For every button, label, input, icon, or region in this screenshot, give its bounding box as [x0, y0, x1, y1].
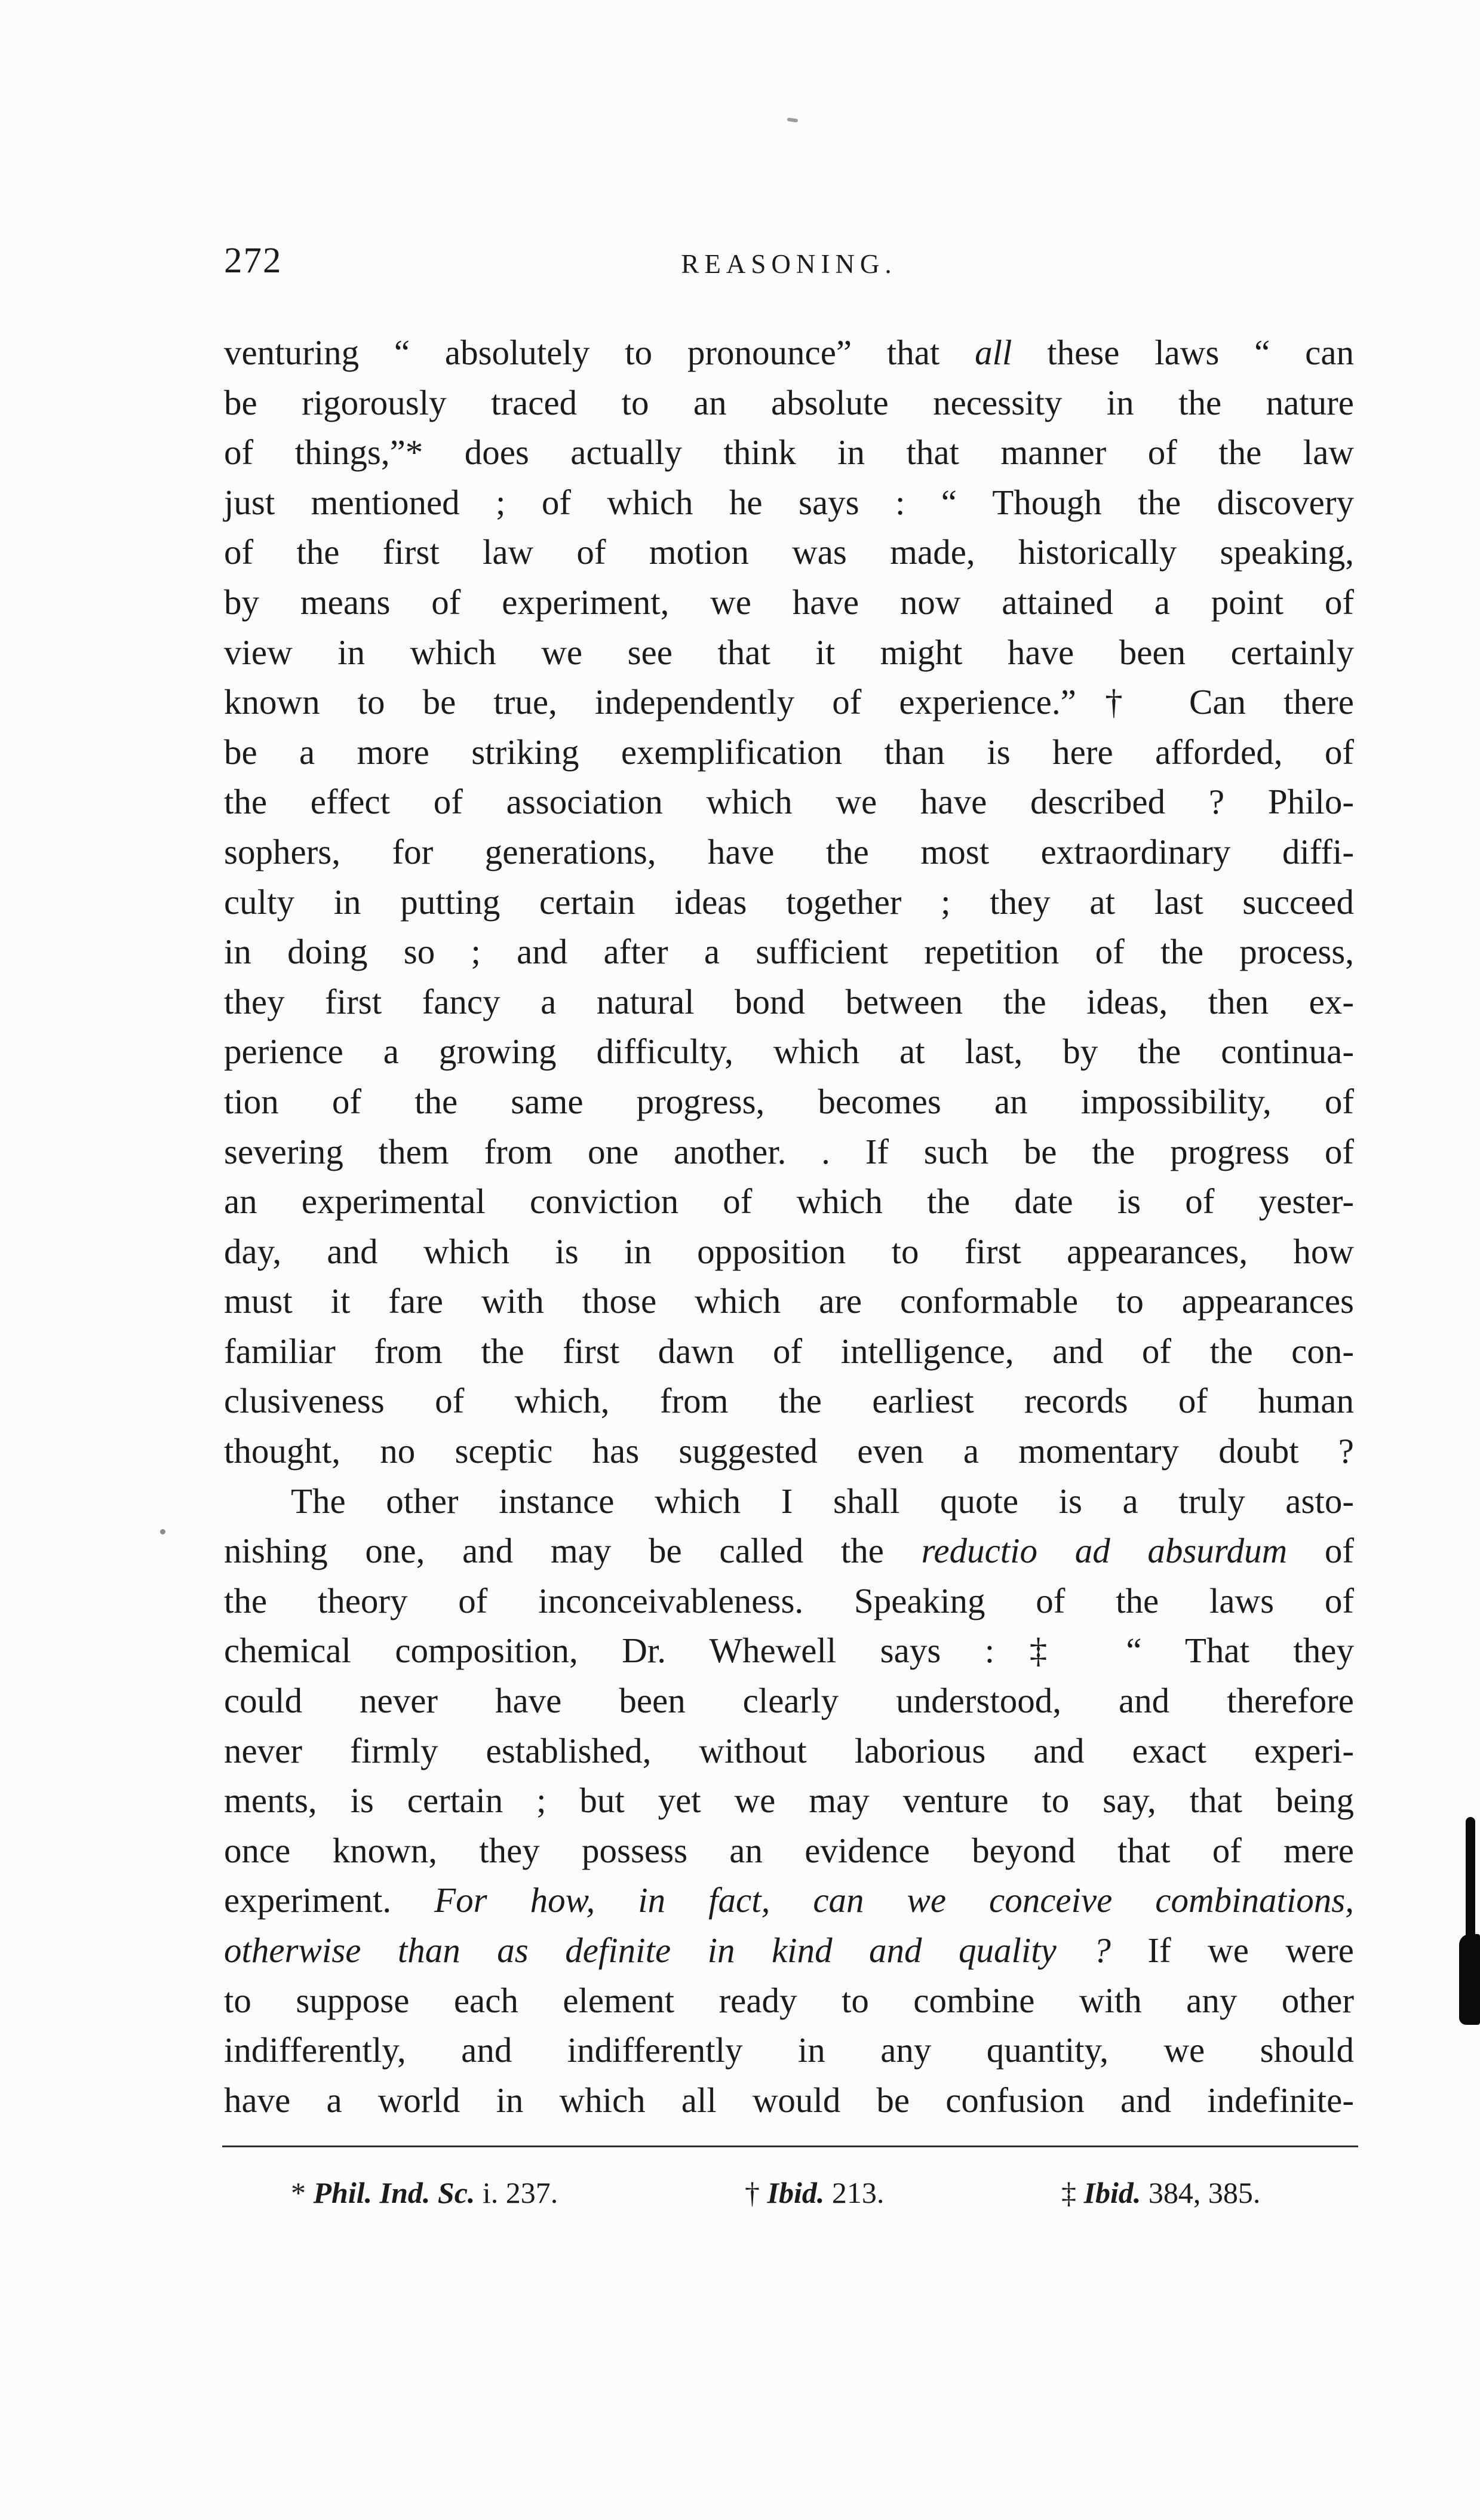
text-run: 213.	[824, 2176, 885, 2209]
text-line	[224, 428, 1354, 478]
text-run: be rigorously traced to an absolute necessity in the nature	[224, 382, 1354, 422]
body-text	[224, 328, 1354, 2125]
text-line	[224, 1626, 1354, 1676]
running-head: REASONING.	[681, 249, 897, 279]
text-line	[224, 977, 1354, 1027]
text-line	[224, 1127, 1354, 1177]
text-run: must it fare with those which are conformable to appearances	[224, 1281, 1354, 1321]
text-line	[224, 1227, 1354, 1277]
text-run: *	[291, 2176, 314, 2209]
text-run: The other instance which I shall quote is a truly asto-	[291, 1481, 1354, 1521]
text-line	[224, 1276, 1354, 1327]
text-line	[224, 328, 1354, 378]
text-line	[224, 1976, 1354, 2026]
italic-text-run: otherwise than as definite in kind and quality ?	[224, 1930, 1111, 1970]
footnotes	[224, 2175, 1354, 2229]
text-run: in doing so ; and after a sufficient repetition of the process,	[224, 932, 1354, 972]
text-run: these laws “ can	[1012, 333, 1355, 372]
italic-text-run: all	[975, 333, 1012, 372]
text-run: known to be true, independently of experience.”† Can there	[224, 682, 1354, 722]
footnote-rule	[222, 2145, 1358, 2147]
text-line	[224, 1576, 1354, 1626]
text-run: venturing “ absolutely to pronounce” that	[224, 333, 975, 372]
text-run: once known, they possess an evidence beyond that of mere	[224, 1830, 1354, 1870]
text-run: 384, 385.	[1141, 2176, 1261, 2209]
text-line	[224, 777, 1354, 827]
footnote-item	[745, 2175, 884, 2210]
italic-text-run: Phil. Ind. Sc.	[313, 2176, 475, 2209]
text-run: the effect of association which we have described ? Philo-	[224, 782, 1354, 822]
footnote-item	[1061, 2175, 1260, 2210]
text-line	[224, 1926, 1354, 1976]
ink-blot-bar	[1466, 1817, 1475, 1947]
text-run: they first fancy a natural bond between the ideas, then ex-	[224, 981, 1354, 1021]
italic-text-run: Ibid.	[1083, 2176, 1141, 2209]
text-line	[224, 1177, 1354, 1227]
text-line	[224, 478, 1354, 528]
text-run: never firmly established, without laborious and exact experi-	[224, 1730, 1354, 1770]
italic-text-run: reductio ad absurdum	[921, 1531, 1288, 1571]
text-run: sophers, for generations, have the most extraordinary diffi-	[224, 831, 1354, 871]
text-run: nishing one, and may be called the	[224, 1531, 922, 1571]
text-line	[224, 728, 1354, 778]
text-line	[224, 677, 1354, 728]
text-run: of the first law of motion was made, historically speaking,	[224, 532, 1354, 572]
text-line	[224, 1327, 1354, 1377]
text-line	[224, 578, 1354, 628]
page-header	[224, 240, 1354, 290]
text-line	[224, 378, 1354, 428]
text-line	[224, 1776, 1354, 1826]
text-line	[224, 1077, 1354, 1127]
text-line	[224, 1477, 1354, 1527]
italic-text-run: For how, in fact, can we conceive combinations,	[434, 1880, 1354, 1920]
text-run: be a more striking exemplification than is here afforded, of	[224, 732, 1354, 772]
text-line	[224, 1826, 1354, 1876]
text-run: experiment.	[224, 1880, 435, 1920]
text-line	[224, 1876, 1354, 1926]
text-run: clusiveness of which, from the earliest records of human	[224, 1381, 1354, 1421]
text-run: an experimental conviction of which the date is of yester-	[224, 1181, 1354, 1221]
text-line	[224, 1376, 1354, 1426]
page-number: 272	[224, 241, 283, 281]
text-line	[224, 1426, 1354, 1477]
text-run: severing them from one another. . If such be the progress of	[224, 1131, 1354, 1171]
text-run: If we were	[1110, 1930, 1354, 1970]
text-run: to suppose each element ready to combine with any other	[224, 1980, 1354, 2020]
text-run: i. 237.	[475, 2176, 558, 2209]
text-run: by means of experiment, we have now attained a point of	[224, 582, 1354, 622]
ink-blot-blob	[1459, 1934, 1480, 2025]
text-line	[224, 1526, 1354, 1576]
text-run: culty in putting certain ideas together ; they at last succeed	[224, 882, 1354, 922]
text-run: the theory of inconceivableness. Speaking of the laws of	[224, 1580, 1354, 1620]
footnote-item	[291, 2175, 558, 2210]
scan-speck-top	[787, 118, 799, 122]
text-run: have a world in which all would be confusion and indefinite-	[224, 2080, 1354, 2120]
text-run: could never have been clearly understood, and therefore	[224, 1681, 1354, 1721]
text-run: †	[745, 2176, 767, 2209]
text-line	[224, 877, 1354, 928]
text-line	[224, 927, 1354, 977]
text-line	[224, 628, 1354, 678]
ink-blot	[1453, 1817, 1480, 2027]
text-run: tion of the same progress, becomes an impossibility, of	[224, 1081, 1354, 1121]
text-run: of	[1287, 1531, 1354, 1571]
text-run: ‡	[1061, 2176, 1084, 2209]
text-run: just mentioned ; of which he says : “ Though the discovery	[224, 482, 1354, 522]
text-line	[224, 1027, 1354, 1077]
text-line	[224, 1676, 1354, 1726]
text-run: view in which we see that it might have been certainly	[224, 632, 1354, 672]
text-run: perience a growing difficulty, which at last, by the continua-	[224, 1032, 1354, 1072]
text-run: of things,”* does actually think in that manner of the law	[224, 432, 1354, 472]
italic-text-run: Ibid.	[767, 2176, 825, 2209]
scan-speck-left	[160, 1529, 165, 1534]
text-run: thought, no sceptic has suggested even a momentary doubt ?	[224, 1431, 1354, 1471]
text-run: ments, is certain ; but yet we may venture to say, that being	[224, 1781, 1354, 1821]
text-run: day, and which is in opposition to first appearances, how	[224, 1231, 1354, 1271]
text-line	[224, 527, 1354, 578]
text-run: chemical composition, Dr. Whewell says :‡ “ That they	[224, 1631, 1354, 1671]
text-line	[224, 827, 1354, 877]
text-run: indifferently, and indifferently in any quantity, we should	[224, 2030, 1354, 2070]
text-line	[224, 1726, 1354, 1776]
text-line	[224, 2076, 1354, 2126]
text-line	[224, 2025, 1354, 2076]
text-run: familiar from the first dawn of intelligence, and of the con-	[224, 1331, 1354, 1371]
